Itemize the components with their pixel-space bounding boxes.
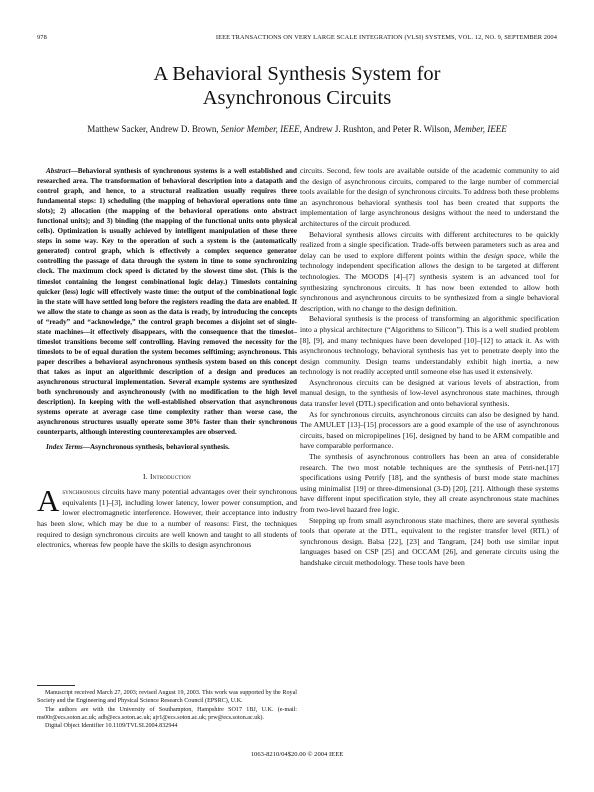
section-title: Introduction (149, 472, 191, 482)
footnote-affiliation: The authors are with the University of Southampton, Hampshire SO17 1BJ, U.K. (e-mail: ms00r@ecs.soton.ac.uk; adb@ecs.soton.ac.uk; ajr1@ecs.soton.ac.uk; prw@ecs.soton.ac.uk). (37, 706, 297, 721)
intro-lead-word: synchronous (62, 487, 100, 497)
title-line-1: A Behavioral Synthesis System for (153, 63, 441, 85)
body-paragraph-4: Asynchronous circuits can be designed at various levels of abstraction, from manual design, to the synthesis of low-level asynchronous state machines, through data transfer level (DTL) specification and onto behavioral synthesis. (300, 377, 559, 409)
author-role-2: Member, IEEE (453, 124, 507, 134)
dropcap-letter: A (37, 483, 60, 519)
paper-title (40, 62, 554, 110)
page-number: 978 (37, 34, 47, 41)
author-line (30, 124, 564, 134)
body-paragraph-2 (300, 230, 559, 315)
author-role-1: Senior Member, IEEE (220, 124, 300, 134)
copyright-line: 1063-8210/04$20.00 © 2004 IEEE (250, 751, 344, 758)
intro-text: circuits have many potential advantages over their synchronous equivalents [1]–[3], including lower latency, lower power consumption, and lower electromagnetic interference. However, their acceptance into industry has been slow, which may be due to a number of reasons: First, the techniques required to design synchronous circuits are well known and taught to all students of electronics, whereas few people have the skills to design asynchronous (37, 487, 297, 550)
p2-part-c: change to the design definition. (360, 303, 457, 313)
index-terms (37, 442, 297, 452)
right-column (300, 166, 559, 569)
body-paragraph-5: As for synchronous circuits, asynchronous circuits can also be designed by hand. The AMULET [13]–[15] processors are a good example of the use of asynchronous circuits, based on micropipelines [16], designed by hand to be ARM compatible and have comparable performance. (300, 409, 559, 451)
footnote-doi: Digital Object Identifier 10.1109/TVLSI.2004.832944 (45, 723, 178, 730)
footnote-manuscript: Manuscript received March 27, 2003; revised August 19, 2003. This work was supported by the Royal Society and the Engineering and Physical Science Research Council (EPSRC), U.K. (37, 690, 297, 705)
p2-emphasis-design-space: design space (483, 250, 525, 260)
p2-part-a: Behavioral synthesis allows circuits with different architectures to be quickly realized from a single specification. Trade-offs between parameters such as area and delay can be used to explore different points within the (300, 229, 559, 260)
left-column (37, 166, 297, 551)
index-terms-text: —Asynchronous synthesis, behavioral synthesis. (82, 443, 230, 452)
footnote-rule (37, 685, 75, 686)
title-line-2: Asynchronous Circuits (202, 87, 392, 109)
section-heading-introduction (37, 472, 297, 481)
author-names-1: Matthew Sacker, Andrew D. Brown, (87, 124, 221, 134)
index-terms-lead: Index Terms (46, 443, 83, 452)
p2-emphasis-no: no (352, 303, 361, 313)
body-paragraph-7: Stepping up from small asynchronous state machines, there are several synthesis tools that operate at the DTL, equivalent to the register transfer level (RTL) of synchronous design. Balsa [22], [23] and Tangram, [24] both use similar input languages based on CSP [25] and OCCAM [26], and generate circuits using the handshake circuit methodology. These tools have been (300, 515, 559, 567)
body-paragraph-3: Behavioral synthesis is the process of transforming an algorithmic specification into a physical architecture (“Algorithms to Silicon”). This is a well studied problem [8], [9], and many techniques have been developed [10]–[12] to attack it. As with asynchronous technology, behavioral synthesis has yet to penetrate deeply into the design community. Design teams understandably exhibit high inertia, a new technology is not readily accepted until someone else has used it extensively. (300, 314, 559, 377)
section-numeral: I. (143, 472, 150, 482)
journal-header: IEEE TRANSACTIONS ON VERY LARGE SCALE INTEGRATION (VLSI) SYSTEMS, VOL. 12, NO. 9, SEPTEMBER 2004 (215, 34, 557, 41)
p2-part-b: , while the technology independent specification allows the design to be targeted at different technologies. The MOODS [4]–[7] synthesis system is an advanced tool for synthesizing synchronous circuits. It has now been extended to allow both synchronous and asynchronous circuits to be synthesized from a single behavioral description, with (300, 250, 559, 313)
intro-paragraph-1 (37, 483, 297, 551)
body-paragraph-6: The synthesis of asynchronous controllers has been an area of considerable research. The two most notable techniques are the synthesis of Petri-net.[17] specifications using Petrify [18], and the synthesis of burst mode state machines using minimalist [19] or three-dimensional (3-D) [20], [21]. Although these systems have different input specification style, they all create asynchronous state machines from two-level hazard free logic. (300, 452, 559, 514)
author-names-2: , Andrew J. Rushton, and Peter R. Wilson, (299, 124, 454, 134)
abstract-text: —Behavioral synthesis of synchronous systems is a well established and researched area. The transformation of behavioral description into a datapath and control graph, and hence, to a structural realization usually requires three fundamental steps: 1) scheduling (the mapping of behavioral operations onto time slots); 2) allocation (the mapping of the behavioral operations onto abstract functional units); and 3) binding (the mapping of the functional units onto physical cells). Optimization is usually achieved by intelligent manipulation of these three steps in some way. Key to the operation of such a system is the (automatically generated) control graph, which is effectively a complex sequence generator controlling the passage of data through the system in time to some synchronizing clock. The maximum clock speed is dictated by the slowest time slot. (This is the timeslot containing the longest combinational logic delay.) Timeslots containing quicker (less) logic will effectively waste time: the output of the combinational logic in the state will have settled long before the registers reading the data are enabled. If we allow the state to change as soon as the data is ready, by introducing the concepts of “ready” and “acknowledge,” the control graph becomes a disjoint set of single-state machines—it effectively disappears, with the consequence that the timeslot–timeslot transitions become self controlling. Having removed the necessity for the timeslots to be of equal duration the system becomes selftiming; asynchronous. This paper describes a behavioral asynchronous synthesis system based on this concept that takes as input an algorithmic description of a design and produces an asynchronous structural implementation. Several example systems are synthesized both synchronously and asynchronously (with no modification to the high level description). In keeping with the well-established observation that asynchronous systems operate at average case time complexity rather than worse case, the asynchronous structures usually operate some 30% faster than their synchronous counterparts, although interesting counterexamples are observed. (37, 167, 297, 437)
body-paragraph-1: circuits. Second, few tools are available outside of the academic community to aid the design of asynchronous circuits, compared to the large number of commercial tools available for the design of synchronous circuits. To address both these problems an asynchronous behavioral synthesis tool has been created that supports the implementation of large asynchronous designs without the need to understand the architectures of the circuit produced. (300, 166, 559, 228)
abstract-lead: Abstract (46, 167, 71, 175)
footnote-block (37, 685, 297, 730)
abstract (37, 166, 297, 437)
